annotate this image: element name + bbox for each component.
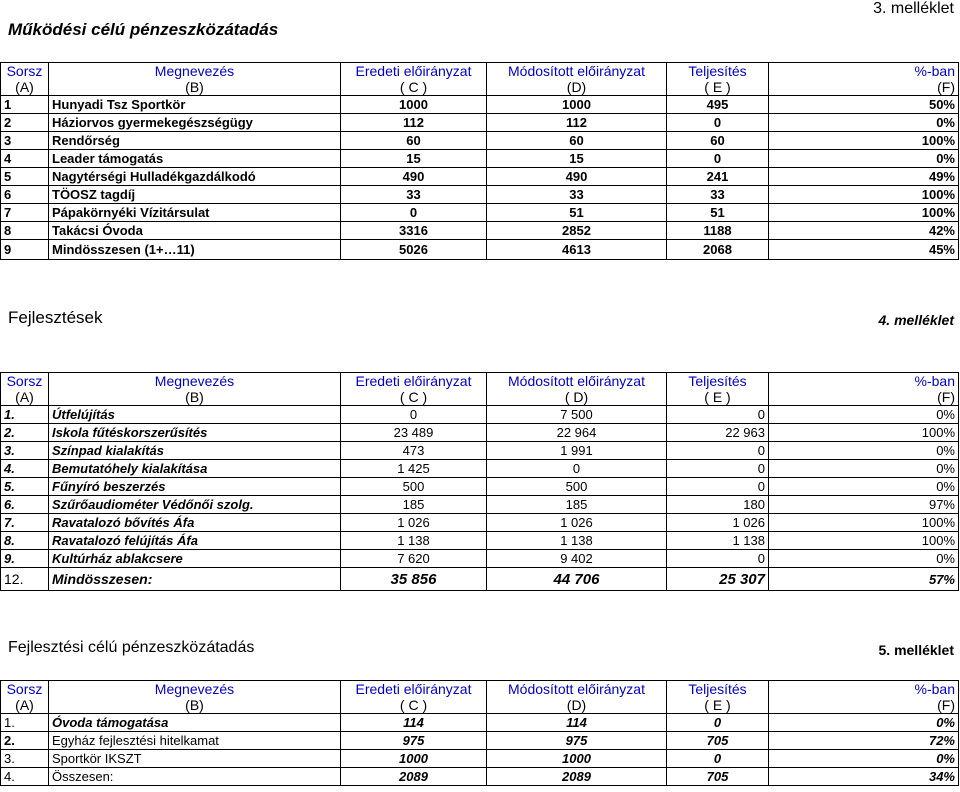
header-megnevezes-code: (B) (49, 79, 341, 96)
section3-table (0, 680, 959, 786)
cell-sorsz: 3. (1, 442, 49, 460)
cell-megnevezes: Rendőrség (49, 132, 341, 150)
header-szazalek-code: (F) (769, 389, 959, 406)
cell-teljesites: 22 963 (667, 424, 769, 442)
section1-title: Működési célú pénzeszközátadás (8, 20, 279, 39)
cell-megnevezes: TÖOSZ tagdíj (49, 186, 341, 204)
cell-szazalek: 0% (769, 750, 959, 768)
cell-sorsz: 4. (1, 460, 49, 478)
section2-annex: 4. melléklet (878, 312, 954, 328)
cell-eredeti: 112 (341, 114, 487, 132)
cell-szazalek: 97% (769, 496, 959, 514)
cell-teljesites: 1 138 (667, 532, 769, 550)
cell-sorsz: 12. (1, 568, 49, 591)
cell-teljesites: 0 (667, 406, 769, 424)
cell-szazalek: 0% (769, 478, 959, 496)
cell-szazalek: 50% (769, 96, 959, 114)
header-szazalek-code: (F) (769, 79, 959, 96)
cell-megnevezes: Óvoda támogatása (49, 714, 341, 732)
cell-sorsz: 6. (1, 496, 49, 514)
cell-megnevezes: Ravatalozó felújítás Áfa (49, 532, 341, 550)
cell-megnevezes: Színpad kialakítás (49, 442, 341, 460)
header-sorsz-code: (A) (1, 697, 49, 714)
cell-szazalek: 0% (769, 460, 959, 478)
cell-szazalek: 100% (769, 186, 959, 204)
cell-sorsz: 4 (1, 150, 49, 168)
cell-megnevezes: Mindösszesen: (49, 568, 341, 591)
cell-teljesites: 0 (667, 478, 769, 496)
cell-megnevezes: Összesen: (49, 768, 341, 786)
cell-megnevezes: Egyház fejlesztési hitelkamat (49, 732, 341, 750)
cell-megnevezes: Kultúrház ablakcsere (49, 550, 341, 568)
table-row (1, 114, 959, 132)
cell-teljesites: 495 (667, 96, 769, 114)
cell-megnevezes: Fűnyíró beszerzés (49, 478, 341, 496)
cell-modositott: 185 (487, 496, 667, 514)
cell-eredeti: 1 425 (341, 460, 487, 478)
table-row (1, 496, 959, 514)
cell-sorsz: 6 (1, 186, 49, 204)
header-teljesites: Teljesítés (667, 681, 769, 698)
cell-sorsz: 1 (1, 96, 49, 114)
cell-teljesites: 0 (667, 550, 769, 568)
cell-sorsz: 8. (1, 532, 49, 550)
cell-megnevezes: Háziorvos gyermekegészségügy (49, 114, 341, 132)
header-megnevezes: Megnevezés (49, 63, 341, 80)
cell-modositott: 22 964 (487, 424, 667, 442)
total-row (1, 768, 959, 786)
cell-szazalek: 49% (769, 168, 959, 186)
cell-teljesites: 0 (667, 442, 769, 460)
cell-szazalek: 0% (769, 550, 959, 568)
cell-megnevezes: Iskola fűtéskorszerűsítés (49, 424, 341, 442)
section1-annex: 3. melléklet (873, 0, 954, 17)
cell-eredeti: 1000 (341, 96, 487, 114)
cell-sorsz: 3 (1, 132, 49, 150)
cell-teljesites: 51 (667, 204, 769, 222)
cell-szazalek: 45% (769, 240, 959, 260)
cell-megnevezes: Ravatalozó bővítés Áfa (49, 514, 341, 532)
header-megnevezes: Megnevezés (49, 681, 341, 698)
cell-szazalek: 0% (769, 406, 959, 424)
cell-sorsz: 4. (1, 768, 49, 786)
cell-modositott: 1 991 (487, 442, 667, 460)
cell-szazalek: 57% (769, 568, 959, 591)
cell-eredeti: 500 (341, 478, 487, 496)
cell-modositott: 1000 (487, 96, 667, 114)
cell-eredeti: 0 (341, 204, 487, 222)
header-szazalek: %-ban (769, 681, 959, 698)
cell-eredeti: 185 (341, 496, 487, 514)
cell-eredeti: 2089 (341, 768, 487, 786)
cell-modositott: 60 (487, 132, 667, 150)
cell-eredeti: 7 620 (341, 550, 487, 568)
total-row (1, 568, 959, 591)
cell-modositott: 490 (487, 168, 667, 186)
cell-eredeti: 490 (341, 168, 487, 186)
table-row (1, 406, 959, 424)
cell-megnevezes: Útfelújítás (49, 406, 341, 424)
cell-sorsz: 8 (1, 222, 49, 240)
cell-eredeti: 35 856 (341, 568, 487, 591)
cell-teljesites: 705 (667, 732, 769, 750)
header-teljesites: Teljesítés (667, 373, 769, 390)
header-sorsz: Sorsz (1, 63, 49, 80)
cell-modositott: 15 (487, 150, 667, 168)
cell-teljesites: 0 (667, 750, 769, 768)
cell-teljesites: 180 (667, 496, 769, 514)
cell-szazalek: 100% (769, 204, 959, 222)
cell-teljesites: 241 (667, 168, 769, 186)
total-row (1, 240, 959, 260)
cell-eredeti: 3316 (341, 222, 487, 240)
table-row (1, 750, 959, 768)
cell-teljesites: 1188 (667, 222, 769, 240)
cell-modositott: 2089 (487, 768, 667, 786)
table-row (1, 442, 959, 460)
header-szazalek-code: (F) (769, 697, 959, 714)
header-eredeti: Eredeti előirányzat (341, 63, 487, 80)
table-row (1, 186, 959, 204)
table-row (1, 96, 959, 114)
header-eredeti-code: ( C ) (341, 79, 487, 96)
header-modositott-code: (D) (487, 697, 667, 714)
cell-modositott: 1000 (487, 750, 667, 768)
cell-eredeti: 473 (341, 442, 487, 460)
cell-modositott: 112 (487, 114, 667, 132)
table-row (1, 478, 959, 496)
header-modositott: Módosított előirányzat (487, 681, 667, 698)
cell-megnevezes: Mindösszesen (1+…11) (49, 240, 341, 260)
cell-eredeti: 1000 (341, 750, 487, 768)
header-modositott: Módosított előirányzat (487, 63, 667, 80)
cell-szazalek: 0% (769, 442, 959, 460)
cell-szazalek: 72% (769, 732, 959, 750)
cell-sorsz: 7. (1, 514, 49, 532)
cell-sorsz: 3. (1, 750, 49, 768)
cell-megnevezes: Szűrőaudiométer Védőnői szolg. (49, 496, 341, 514)
header-modositott: Módosított előirányzat (487, 373, 667, 390)
cell-modositott: 500 (487, 478, 667, 496)
cell-sorsz: 7 (1, 204, 49, 222)
cell-teljesites: 0 (667, 460, 769, 478)
header-sorsz-code: (A) (1, 389, 49, 406)
section2-title: Fejlesztések (8, 308, 103, 327)
header-teljesites-code: ( E ) (667, 697, 769, 714)
cell-teljesites: 25 307 (667, 568, 769, 591)
cell-modositott: 2852 (487, 222, 667, 240)
cell-sorsz: 9. (1, 550, 49, 568)
header-sorsz: Sorsz (1, 681, 49, 698)
section2-table (0, 372, 959, 591)
table-row (1, 460, 959, 478)
cell-modositott: 33 (487, 186, 667, 204)
section1-table (0, 62, 959, 260)
cell-modositott: 44 706 (487, 568, 667, 591)
cell-szazalek: 34% (769, 768, 959, 786)
cell-modositott: 4613 (487, 240, 667, 260)
cell-sorsz: 1. (1, 714, 49, 732)
cell-teljesites: 0 (667, 114, 769, 132)
header-megnevezes-code: (B) (49, 389, 341, 406)
cell-szazalek: 100% (769, 424, 959, 442)
section3-title: Fejlesztési célú pénzeszközátadás (8, 639, 255, 656)
table-row (1, 132, 959, 150)
table-row (1, 168, 959, 186)
cell-modositott: 0 (487, 460, 667, 478)
cell-eredeti: 60 (341, 132, 487, 150)
cell-teljesites: 60 (667, 132, 769, 150)
cell-modositott: 114 (487, 714, 667, 732)
cell-eredeti: 15 (341, 150, 487, 168)
cell-eredeti: 975 (341, 732, 487, 750)
cell-modositott: 1 026 (487, 514, 667, 532)
cell-megnevezes: Sportkör IKSZT (49, 750, 341, 768)
cell-szazalek: 100% (769, 132, 959, 150)
header-megnevezes: Megnevezés (49, 373, 341, 390)
cell-megnevezes: Nagytérségi Hulladékgazdálkodó (49, 168, 341, 186)
cell-eredeti: 1 026 (341, 514, 487, 532)
header-megnevezes-code: (B) (49, 697, 341, 714)
cell-eredeti: 33 (341, 186, 487, 204)
cell-szazalek: 0% (769, 150, 959, 168)
header-teljesites: Teljesítés (667, 63, 769, 80)
cell-teljesites: 0 (667, 150, 769, 168)
header-eredeti: Eredeti előirányzat (341, 373, 487, 390)
cell-sorsz: 9 (1, 240, 49, 260)
cell-modositott: 51 (487, 204, 667, 222)
header-eredeti: Eredeti előirányzat (341, 681, 487, 698)
table-row (1, 222, 959, 240)
cell-szazalek: 42% (769, 222, 959, 240)
header-modositott-code: (D) (487, 79, 667, 96)
header-szazalek: %-ban (769, 63, 959, 80)
cell-szazalek: 0% (769, 714, 959, 732)
cell-szazalek: 0% (769, 114, 959, 132)
table-row (1, 204, 959, 222)
cell-teljesites: 0 (667, 714, 769, 732)
table-row (1, 714, 959, 732)
cell-sorsz: 2. (1, 424, 49, 442)
cell-sorsz: 1. (1, 406, 49, 424)
cell-teljesites: 33 (667, 186, 769, 204)
cell-sorsz: 2. (1, 732, 49, 750)
header-eredeti-code: ( C ) (341, 697, 487, 714)
header-sorsz: Sorsz (1, 373, 49, 390)
cell-sorsz: 5 (1, 168, 49, 186)
cell-megnevezes: Hunyadi Tsz Sportkör (49, 96, 341, 114)
cell-modositott: 9 402 (487, 550, 667, 568)
cell-modositott: 975 (487, 732, 667, 750)
header-eredeti-code: ( C ) (341, 389, 487, 406)
header-teljesites-code: ( E ) (667, 389, 769, 406)
cell-eredeti: 0 (341, 406, 487, 424)
table-row (1, 732, 959, 750)
cell-modositott: 1 138 (487, 532, 667, 550)
header-modositott-code: ( D) (487, 389, 667, 406)
cell-eredeti: 114 (341, 714, 487, 732)
table-row (1, 514, 959, 532)
cell-eredeti: 5026 (341, 240, 487, 260)
table-row (1, 532, 959, 550)
section3-annex: 5. melléklet (878, 642, 954, 658)
cell-teljesites: 2068 (667, 240, 769, 260)
cell-sorsz: 2 (1, 114, 49, 132)
cell-szazalek: 100% (769, 514, 959, 532)
table-row (1, 550, 959, 568)
cell-eredeti: 1 138 (341, 532, 487, 550)
header-szazalek: %-ban (769, 373, 959, 390)
cell-megnevezes: Bemutatóhely kialakítása (49, 460, 341, 478)
cell-sorsz: 5. (1, 478, 49, 496)
cell-szazalek: 100% (769, 532, 959, 550)
cell-eredeti: 23 489 (341, 424, 487, 442)
cell-modositott: 7 500 (487, 406, 667, 424)
table-row (1, 424, 959, 442)
cell-teljesites: 705 (667, 768, 769, 786)
table-row (1, 150, 959, 168)
header-teljesites-code: ( E ) (667, 79, 769, 96)
cell-teljesites: 1 026 (667, 514, 769, 532)
header-sorsz-code: (A) (1, 79, 49, 96)
cell-megnevezes: Takácsi Óvoda (49, 222, 341, 240)
cell-megnevezes: Pápakörnyéki Vízitársulat (49, 204, 341, 222)
cell-megnevezes: Leader támogatás (49, 150, 341, 168)
